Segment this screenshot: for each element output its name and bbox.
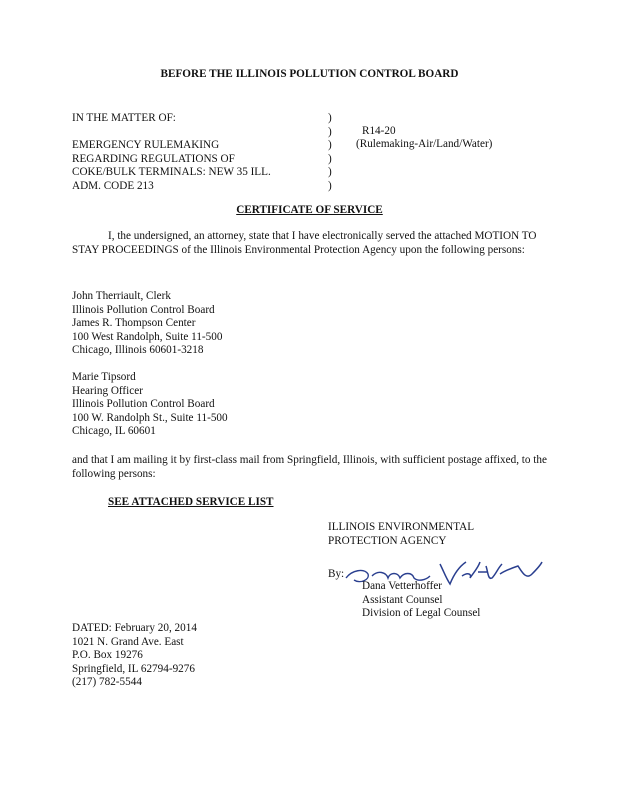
footer-line: P.O. Box 19276 [72, 649, 143, 661]
recipient-address [72, 290, 222, 358]
address-line: Hearing Officer [72, 384, 143, 397]
bracket: ) [328, 179, 332, 192]
service-list-label: SEE ATTACHED SERVICE LIST [108, 496, 274, 508]
bracket: ) [328, 152, 332, 165]
caption-brackets [328, 112, 332, 193]
recipient-address [72, 371, 228, 439]
caption-left [72, 112, 271, 193]
caption-line: REGARDING REGULATIONS OF [72, 152, 235, 165]
bracket: ) [328, 112, 332, 124]
agency-line: ILLINOIS ENVIRONMENTAL [328, 521, 475, 533]
signer-name: Dana Vetterhoffer [362, 580, 443, 592]
bracket: ) [328, 125, 332, 138]
address-line: John Therriault, Clerk [72, 290, 171, 302]
signer-division: Division of Legal Counsel [362, 607, 481, 619]
address-line: 100 W. Randolph St., Suite 11-500 [72, 411, 228, 424]
footer-line: Springfield, IL 62794-9276 [72, 662, 195, 675]
caption-line: IN THE MATTER OF: [72, 112, 176, 124]
certificate-title: CERTIFICATE OF SERVICE [236, 204, 383, 216]
signer-block [362, 580, 480, 621]
by-label: By: [328, 568, 345, 580]
caption-line: COKE/BULK TERMINALS: NEW 35 ILL. [72, 166, 271, 178]
mail-paragraph: and that I am mailing it by first-class mail from Springfield, Illinois, with sufficient postage affixed, to the following persons: [72, 454, 547, 480]
bracket: ) [328, 166, 332, 178]
address-line: Illinois Pollution Control Board [72, 303, 215, 316]
docket-type: (Rulemaking-Air/Land/Water) [356, 138, 493, 150]
docket-number: R14-20 [362, 125, 396, 137]
address-line: Marie Tipsord [72, 371, 136, 383]
address-line: James R. Thompson Center [72, 317, 196, 329]
caption-line: EMERGENCY RULEMAKING [72, 139, 220, 151]
board-title: BEFORE THE ILLINOIS POLLUTION CONTROL BOARD [160, 68, 459, 80]
footer-line: 1021 N. Grand Ave. East [72, 635, 184, 648]
address-line: Illinois Pollution Control Board [72, 398, 215, 410]
agency-name [328, 521, 474, 548]
agency-line: PROTECTION AGENCY [328, 534, 447, 547]
caption-line: ADM. CODE 213 [72, 179, 154, 192]
footer-line: (217) 782-5544 [72, 676, 142, 688]
address-line: Chicago, IL 60601 [72, 425, 156, 437]
intro-paragraph: I, the undersigned, an attorney, state that I have electronically served the attached MOTION TO STAY PROCEEDINGS of the Illinois Environmental Protection Agency upon the following persons: [72, 230, 537, 256]
address-line: 100 West Randolph, Suite 11-500 [72, 330, 223, 343]
bracket: ) [328, 139, 332, 151]
address-line: Chicago, Illinois 60601-3218 [72, 344, 204, 356]
signer-title: Assistant Counsel [362, 593, 443, 606]
signature-text: Dana Vetterhoffer [342, 556, 350, 557]
footer-block [72, 622, 197, 690]
footer-line: DATED: February 20, 2014 [72, 622, 197, 634]
